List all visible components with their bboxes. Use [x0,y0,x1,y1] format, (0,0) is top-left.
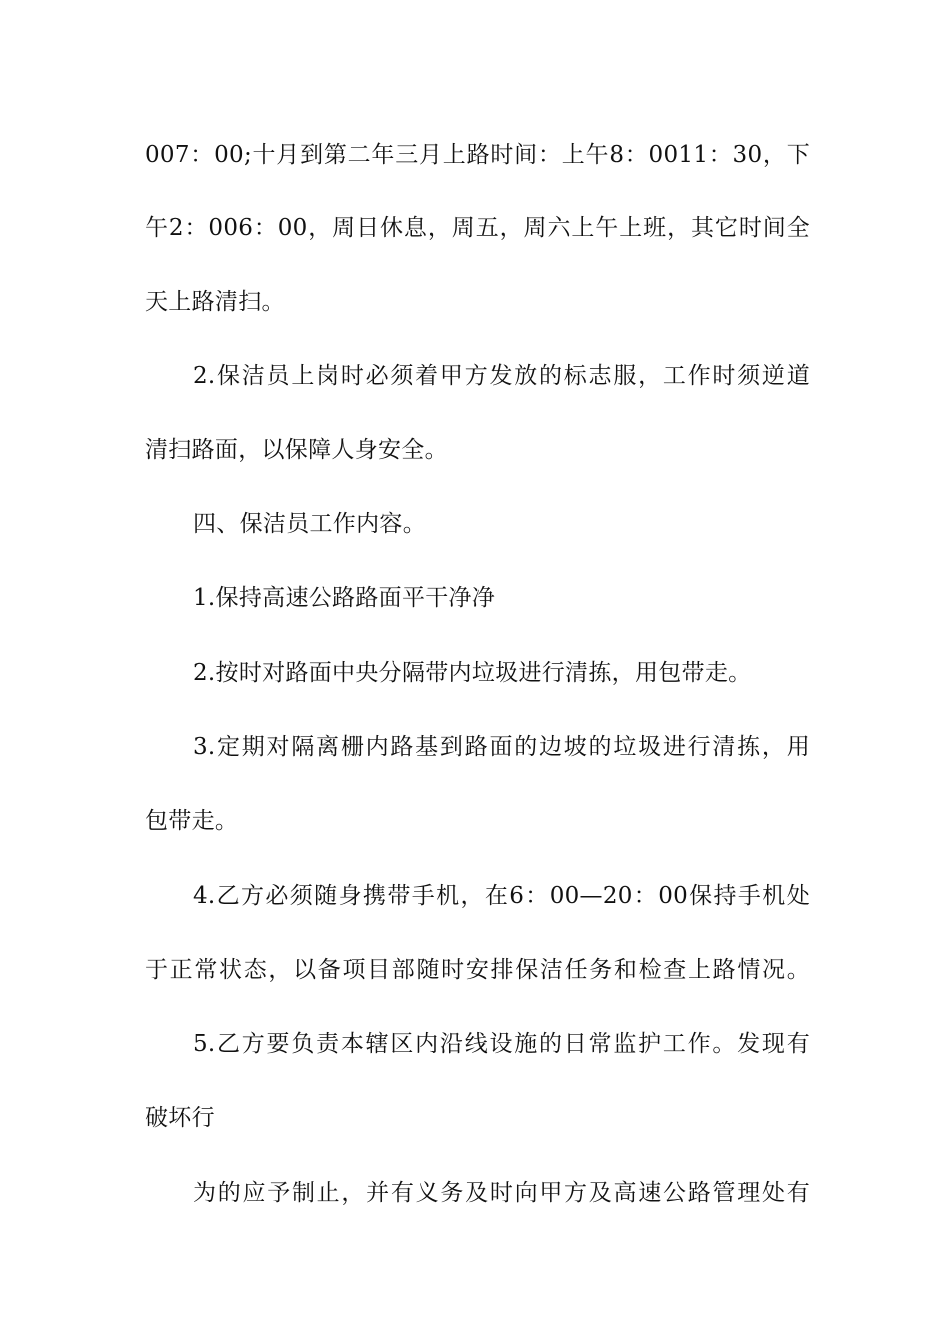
text-line-1: 007：00;十月到第二年三月上路时间：上午8：0011：30，下 [145,142,810,168]
text-line-10: 包带走。 [145,808,239,834]
text-line-4: 2.保洁员上岗时必须着甲方发放的标志服，工作时须逆道 [193,363,810,389]
text-line-11: 4.乙方必须随身携带手机，在6：00—20：00保持手机处 [193,883,810,909]
text-line-15: 为的应予制止，并有义务及时向甲方及高速公路管理处有 [193,1180,810,1206]
section-heading: 四、保洁员工作内容。 [193,511,426,537]
text-line-13: 5.乙方要负责本辖区内沿线设施的日常监护工作。发现有 [193,1031,810,1057]
text-line-14: 破坏行 [145,1105,215,1131]
text-line-2: 午2：006：00，周日休息，周五，周六上午上班，其它时间全 [145,215,810,241]
text-line-8: 2.按时对路面中央分隔带内垃圾进行清拣，用包带走。 [193,660,752,686]
text-line-7: 1.保持高速公路路面平干净净 [193,585,496,611]
text-line-3: 天上路清扫。 [145,289,285,315]
text-line-5: 清扫路面，以保障人身安全。 [145,437,448,463]
text-line-12: 于正常状态，以备项目部随时安排保洁任务和检查上路情况。 [145,957,810,983]
text-line-9: 3.定期对隔离栅内路基到路面的边坡的垃圾进行清拣，用 [193,734,810,760]
